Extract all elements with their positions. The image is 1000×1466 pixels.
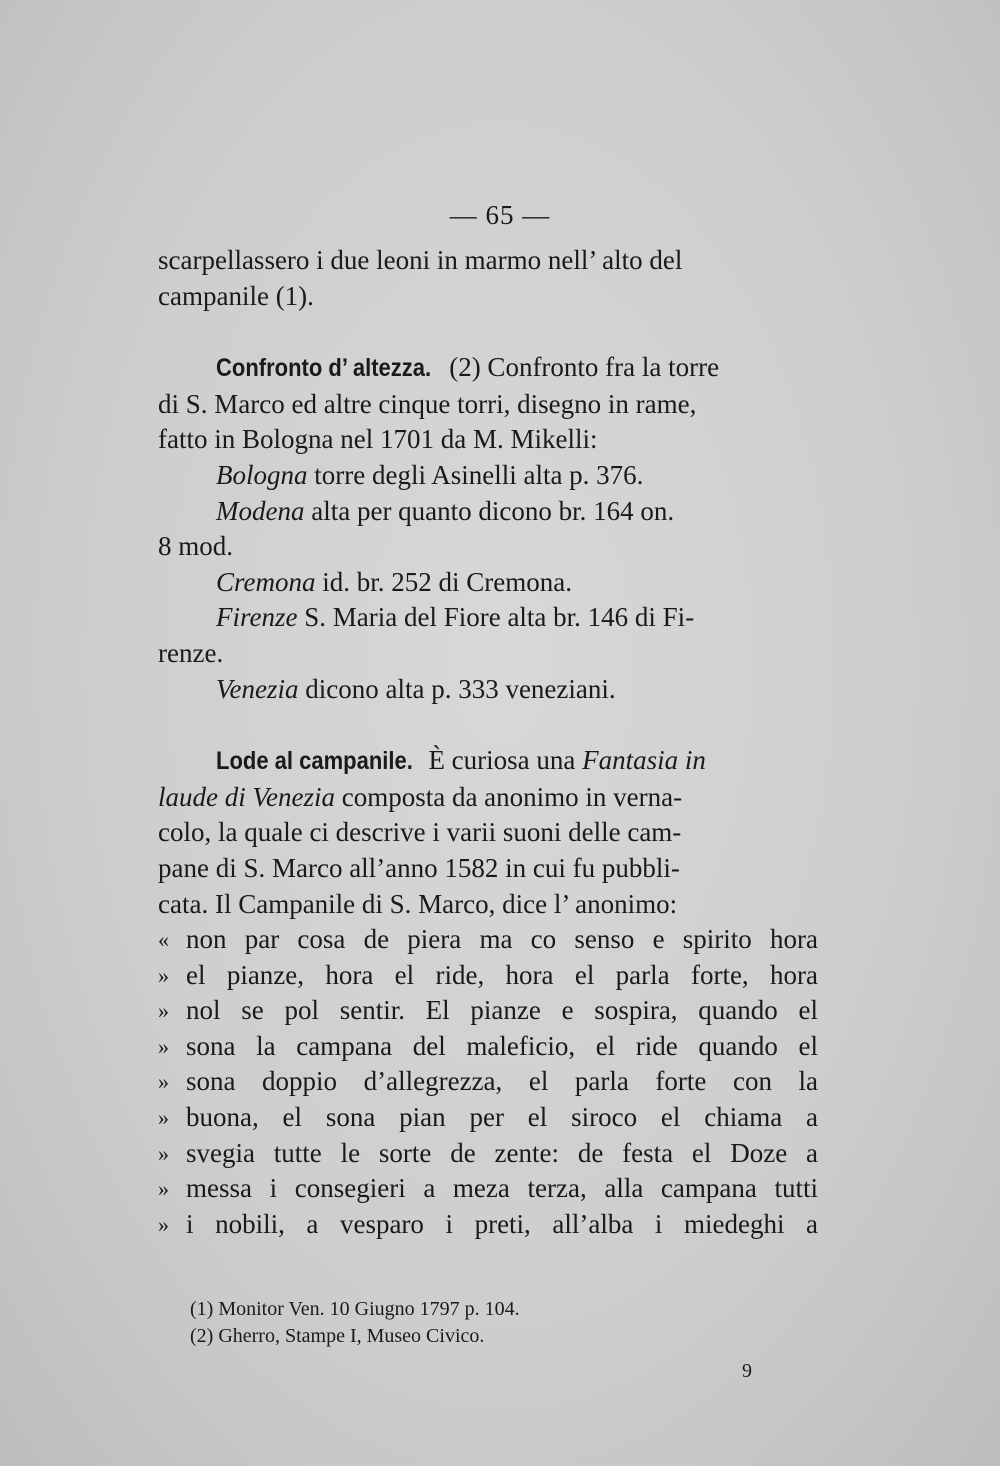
text-line [158,780,818,816]
quote-mark: » [158,1140,169,1166]
quote-text: buona, el sona pian per el siroco el chiama a [186,1102,818,1133]
quote-mark: » [158,998,169,1024]
section-heading-line [158,350,818,387]
paragraph-gap [158,707,818,743]
text-span: È curiosa una [421,745,583,776]
city-name: Venezia [216,673,299,704]
quote-line [158,1207,818,1243]
text-span: colo, la quale ci descrive i varii suoni delle cam- [158,817,682,848]
text-span: alta per quanto dicono br. 164 on. [304,495,675,526]
quote-line [158,993,818,1029]
quote-line [158,922,818,958]
text-span: S. Maria del Fiore alta br. 146 di Fi- [297,602,695,633]
text-span: scarpellassero i due leoni in marmo nell’ alto del [158,245,683,275]
quote-line [158,1136,818,1172]
text-line [158,887,818,923]
text-span: pane di S. Marco all’anno 1582 in cui fu pubbli- [158,852,680,883]
footnotes [190,1296,520,1350]
text-line [158,279,818,315]
quote-text: sona doppio d’allegrezza, el parla forte con la [186,1066,818,1097]
tower-entry [158,458,818,494]
quote-text: messa i consegieri a meza terza, alla campana tutti [186,1173,818,1204]
quote-mark: « [158,927,169,953]
paragraph-gap [158,314,818,350]
tower-entry [158,600,818,636]
quotation-block [158,922,818,1242]
quote-mark: » [158,1105,169,1131]
text-span: di S. Marco ed altre cinque torri, disegno in rame, [158,388,697,419]
quote-mark: » [158,1211,169,1237]
text-line [158,422,818,458]
quote-text: non par cosa de piera ma co senso e spirito hora [186,924,818,955]
text-line [158,529,818,565]
footnote: (2) Gherro, Stampe I, Museo Civico. [190,1325,485,1347]
section-heading-line [158,743,818,780]
tower-entry [158,565,818,601]
city-name: Modena [216,495,305,526]
quote-mark: » [158,1176,169,1202]
text-span: composta da anonimo in verna- [334,781,683,812]
text-span: dicono alta p. 333 veneziani. [298,673,616,704]
city-name: Cremona [216,566,316,597]
text-span: id. br. 252 di Cremona. [315,566,572,597]
text-line [158,636,818,672]
page-number: 9 [742,1360,752,1382]
tower-entry [158,494,818,530]
quote-text: el pianze, hora el ride, hora el parla forte, hora [186,959,818,990]
quote-text: sona la campana del maleficio, el ride quando el [186,1030,818,1061]
quote-mark: » [158,1069,169,1095]
page-header: — 65 — [449,200,551,230]
text-span: (2) Confronto fra la torre [442,352,720,383]
text-span: cata. Il Campanile di S. Marco, dice l’ anonimo: [158,888,678,919]
italic-title: laude di Venezia [158,781,335,812]
section-heading: Lode al campanile. [216,747,413,776]
text-span: 8 mod. [158,531,234,562]
text-line [158,851,818,887]
quote-line [158,958,818,994]
main-text [158,243,818,1242]
quote-mark: » [158,962,169,988]
text-span: fatto in Bologna nel 1701 da M. Mikelli: [158,424,598,455]
quote-line [158,1064,818,1100]
text-line [158,815,818,851]
quote-text: nol se pol sentir. El pianze e sospira, quando el [186,995,818,1026]
text-span: torre degli Asinelli alta p. 376. [307,459,644,490]
footnote: (1) Monitor Ven. 10 Giugno 1797 p. 104. [190,1298,520,1320]
quote-line [158,1100,818,1136]
text-span: renze. [158,637,224,668]
city-name: Firenze [216,602,298,633]
text-line [158,243,818,279]
quote-line [158,1171,818,1207]
quote-line [158,1029,818,1065]
city-name: Bologna [216,459,308,490]
tower-entry [158,672,818,708]
quote-text: svegia tutte le sorte de zente: de festa el Doze a [186,1137,818,1168]
quote-mark: » [158,1033,169,1059]
text-span: campanile (1). [158,280,314,311]
italic-title: Fantasia in [582,745,706,776]
quote-text: i nobili, a vesparo i preti, all’alba i miedeghi a [186,1208,818,1239]
section-heading: Confronto d’ altezza. [216,354,432,383]
text-line [158,387,818,423]
